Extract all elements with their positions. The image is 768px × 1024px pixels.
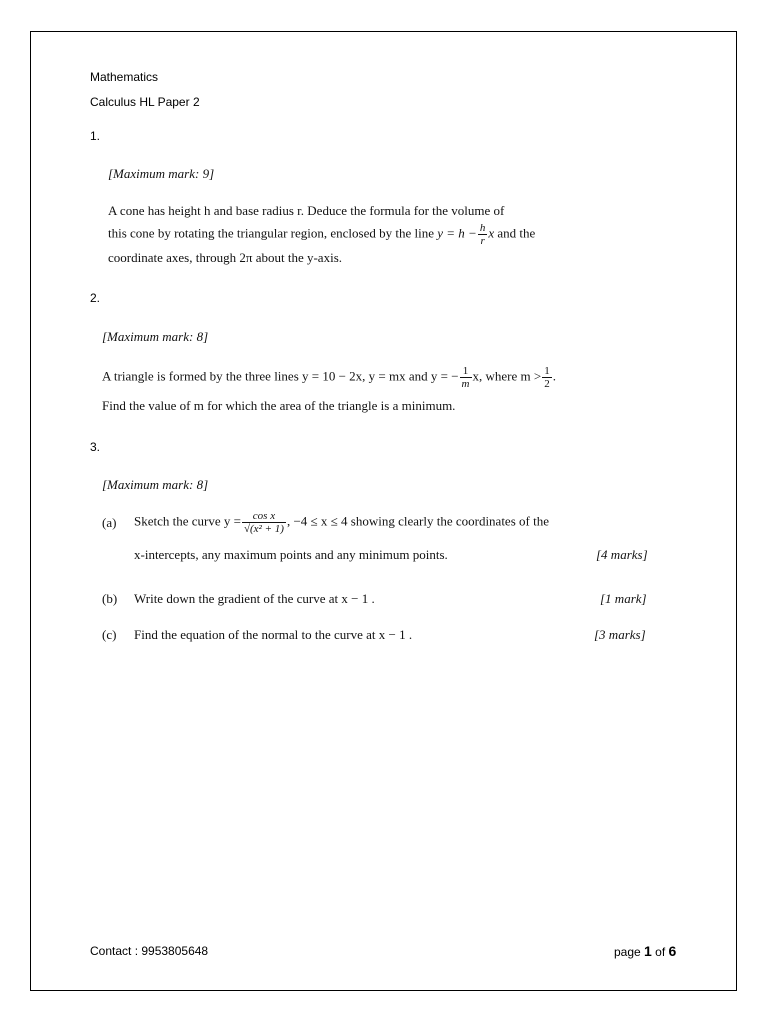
fraction-1-over-m: $\frac{1}{m}$ — [461, 365, 470, 390]
part-a-marks: [4 marks] — [596, 547, 648, 562]
fraction-1-over-2: $\frac{1}{2}$ — [544, 365, 550, 390]
question-3-max-mark: [Maximum mark: 8] — [102, 477, 209, 492]
question-2-number: 2. — [90, 291, 101, 305]
question-2-line-2: Find the value of m for which the area of the triangle is a minimum. — [102, 398, 456, 413]
part-b-marks: [1 mark] — [600, 591, 647, 606]
part-b-text: Write down the gradient of the curve at x − 1 . — [134, 591, 375, 606]
part-c-marks: [3 marks] — [594, 627, 646, 642]
question-2-line-1: A triangle is formed by the three lines y = 10 − 2x, y = mx and y = − $\frac{1}{m}$ x, where m > $\frac{1}{2}$ . — [102, 365, 556, 390]
question-3-number: 3. — [90, 440, 101, 454]
part-c-label: (c) — [102, 627, 117, 642]
question-1-line-3: coordinate axes, through 2π about the y-axis. — [108, 250, 342, 265]
question-1-number: 1. — [90, 129, 101, 143]
question-2-max-mark: [Maximum mark: 8] — [102, 329, 209, 344]
part-c-text: Find the equation of the normal to the curve at x − 1 . — [134, 627, 413, 642]
question-1-max-mark: [Maximum mark: 9] — [108, 166, 215, 181]
fraction-h-over-r: $\frac{h}{r}$ — [479, 222, 486, 247]
part-a-line-1: Sketch the curve y = $\frac{\text{cos x}}{\text{√(x² + 1)}}$ , −4 ≤ x ≤ 4 showing clearly the coordinates of the — [134, 510, 549, 535]
fraction-cos-over-sqrt: $\frac{\text{cos x}}{\text{√(x² + 1)}}$ — [243, 510, 284, 535]
footer-page-number: page 1 of 6 — [614, 943, 677, 959]
part-a-label: (a) — [102, 515, 117, 530]
subject-title: Mathematics — [90, 70, 159, 84]
question-1-line-1: A cone has height h and base radius r. Deduce the formula for the volume of — [108, 203, 505, 218]
part-b-label: (b) — [102, 591, 118, 606]
paper-title: Calculus HL Paper 2 — [90, 95, 200, 109]
part-a-line-2: x-intercepts, any maximum points and any minimum points. — [134, 547, 448, 562]
footer-contact: Contact : 9953805648 — [90, 944, 209, 958]
document-page — [30, 31, 737, 991]
question-1-line-2: this cone by rotating the triangular region, enclosed by the line y = h − $\frac{h}{r}$ x and the — [108, 222, 536, 247]
